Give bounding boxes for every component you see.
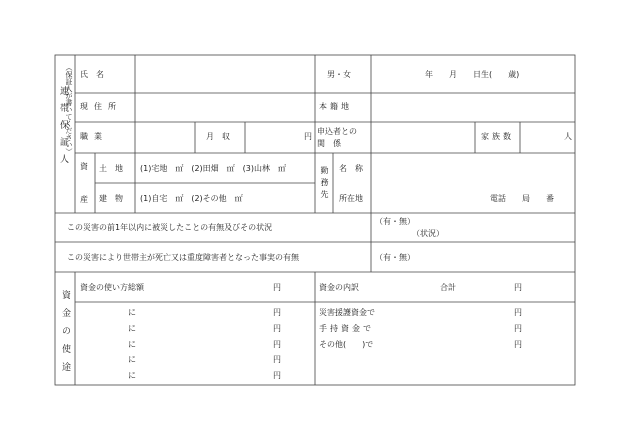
- breakdown-row-3-unit: 円: [514, 340, 522, 349]
- use-row-1: に: [128, 308, 136, 317]
- use-row-3-unit: 円: [273, 340, 281, 349]
- employer-address-label: 所在地: [339, 194, 363, 203]
- use-row-3: に: [128, 340, 136, 349]
- employer-label: 勤務先: [320, 166, 329, 202]
- address-label: 現住所: [80, 102, 122, 111]
- use-row-5-unit: 円: [273, 371, 281, 380]
- funds-section-label: 資金の使途: [60, 290, 70, 380]
- disaster-answer-2: （有・無）: [375, 253, 415, 262]
- land-label: 土 地: [99, 164, 123, 173]
- breakdown-row-2: 手持資金で: [319, 324, 374, 333]
- breakdown-row-3: その他( )で: [319, 340, 374, 349]
- name-label: 氏 名: [80, 70, 104, 79]
- funds-total-sum-label: 合計: [440, 283, 456, 292]
- disaster-answer-1: （有・無）: [375, 217, 415, 226]
- relation-label-1: 申込者との: [317, 127, 357, 136]
- relation-label-2: 関 係: [317, 139, 341, 148]
- breakdown-row-2-unit: 円: [514, 324, 522, 333]
- breakdown-row-1-unit: 円: [514, 308, 522, 317]
- funds-total-sum-unit: 円: [514, 283, 522, 292]
- guarantor-section-label: 連帯保証人: [58, 86, 68, 171]
- monthly-income-label: 月 収: [206, 132, 230, 141]
- occupation-label: 職業: [80, 132, 108, 141]
- phone-label: 電話 局 番: [490, 194, 554, 203]
- disaster-question-1: この災害の前1年以内に被災したことの有無及びその状況: [67, 223, 273, 232]
- family-label: 家族数: [481, 132, 514, 141]
- funds-total-unit: 円: [273, 283, 281, 292]
- monthly-income-unit: 円: [304, 132, 312, 141]
- use-row-4-unit: 円: [273, 355, 281, 364]
- birth-label: 年 月 日生( 歳): [425, 70, 520, 79]
- use-row-5: に: [128, 371, 136, 380]
- gender-label: 男・女: [327, 70, 351, 79]
- use-row-2-unit: 円: [273, 324, 281, 333]
- disaster-status-1: （状況）: [412, 229, 444, 238]
- building-label: 建 物: [99, 194, 123, 203]
- family-unit: 人: [564, 132, 572, 141]
- guarantor-section-note: （保証人が書いてください）: [65, 64, 73, 155]
- land-items: (1)宅地 ㎡ (2)田畑 ㎡ (3)山林 ㎡: [140, 164, 286, 173]
- employer-name-label: 名 称: [339, 164, 363, 173]
- assets-label-1: 資: [80, 162, 88, 171]
- building-items: (1)自宅 ㎡ (2)その他 ㎡: [140, 194, 243, 203]
- domicile-label: 本籍地: [319, 102, 352, 111]
- use-row-4: に: [128, 355, 136, 364]
- funds-total-label: 資金の使い方総額: [80, 283, 144, 292]
- disaster-question-2: この災害により世帯主が死亡又は重度障害者となった事実の有無: [67, 253, 299, 262]
- use-row-1-unit: 円: [273, 308, 281, 317]
- breakdown-row-1: 災害援護資金で: [319, 308, 375, 317]
- funds-breakdown-label: 資金の内訳: [319, 283, 359, 292]
- use-row-2: に: [128, 324, 136, 333]
- assets-label-2: 産: [80, 195, 88, 204]
